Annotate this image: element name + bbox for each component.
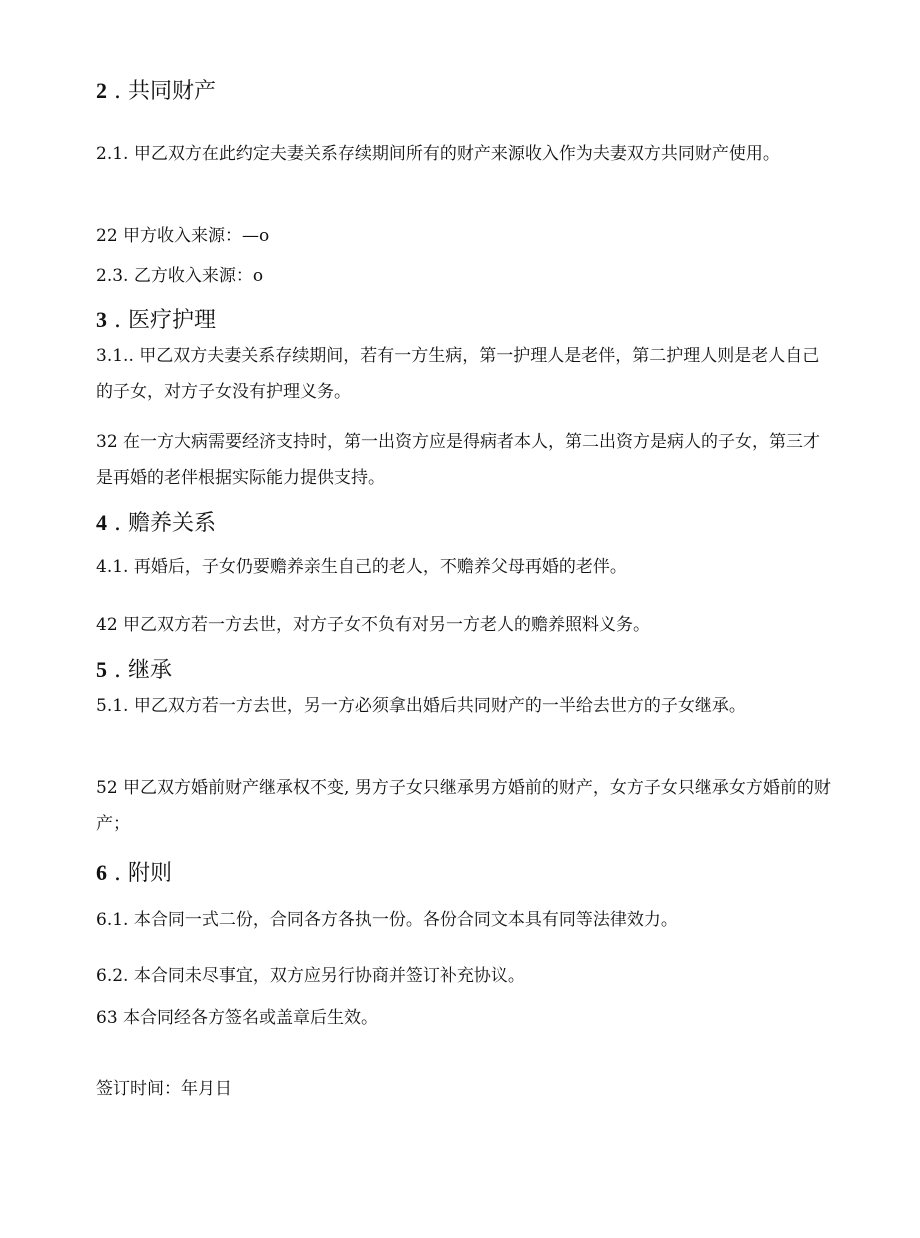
clause-2-1: 2.1. 甲乙双方在此约定夫妻关系存续期间所有的财产来源收入作为夫妻双方共同财产使用。: [96, 144, 780, 164]
signing-date-line: 签订时间：年月日: [96, 1079, 232, 1099]
section-heading-5: [96, 657, 172, 684]
clause-4-1: 4.1. 再婚后，子女仍要赡养亲生自己的老人，不赡养父母再婚的老伴。: [96, 557, 627, 577]
clause-6-2: 6.2. 本合同未尽事宜，双方应另行协商并签订补充协议。: [96, 966, 525, 986]
section-title: . 共同财产: [114, 79, 216, 104]
section-heading-3: [96, 307, 216, 334]
clause-3-1: 3.1.. 甲乙双方夫妻关系存续期间，若有一方生病，第一护理人是老伴，第二护理人则是老人自己的子女，对方子女没有护理义务。: [96, 346, 820, 402]
section-number: 2: [96, 78, 107, 103]
clause-4-2: 42 甲乙双方若一方去世，对方子女不负有对另一方老人的赡养照料义务。: [96, 615, 651, 635]
clause-2-3: 2.3. 乙方收入来源：o: [96, 266, 264, 286]
section-heading-2: [96, 78, 216, 105]
clause-6-1: 6.1. 本合同一式二份，合同各方各执一份。各份合同文本具有同等法律效力。: [96, 910, 678, 930]
section-number: 3: [96, 307, 107, 332]
section-heading-6: [96, 860, 172, 887]
clause-5-2: 52 甲乙双方婚前财产继承权不变, 男方子女只继承男方婚前的财产，女方子女只继承女方婚前的财产；: [96, 778, 831, 834]
section-title: . 医疗护理: [114, 308, 216, 333]
section-title: . 继承: [114, 658, 172, 683]
section-number: 4: [96, 510, 107, 535]
section-number: 5: [96, 657, 107, 682]
clause-3-2: 32 在一方大病需要经济支持时，第一出资方应是得病者本人，第二出资方是病人的子女，第三才是再婚的老伴根据实际能力提供支持。: [96, 432, 821, 488]
section-heading-4: [96, 510, 216, 537]
clause-2-2: 22 甲方收入来源：—o: [96, 226, 270, 246]
clause-6-3: 63 本合同经各方签名或盖章后生效。: [96, 1008, 379, 1028]
section-title: . 附则: [114, 861, 172, 886]
section-number: 6: [96, 860, 107, 885]
section-title: . 赡养关系: [114, 511, 216, 536]
clause-5-1: 5.1. 甲乙双方若一方去世，另一方必须拿出婚后共同财产的一半给去世方的子女继承。: [96, 696, 746, 716]
